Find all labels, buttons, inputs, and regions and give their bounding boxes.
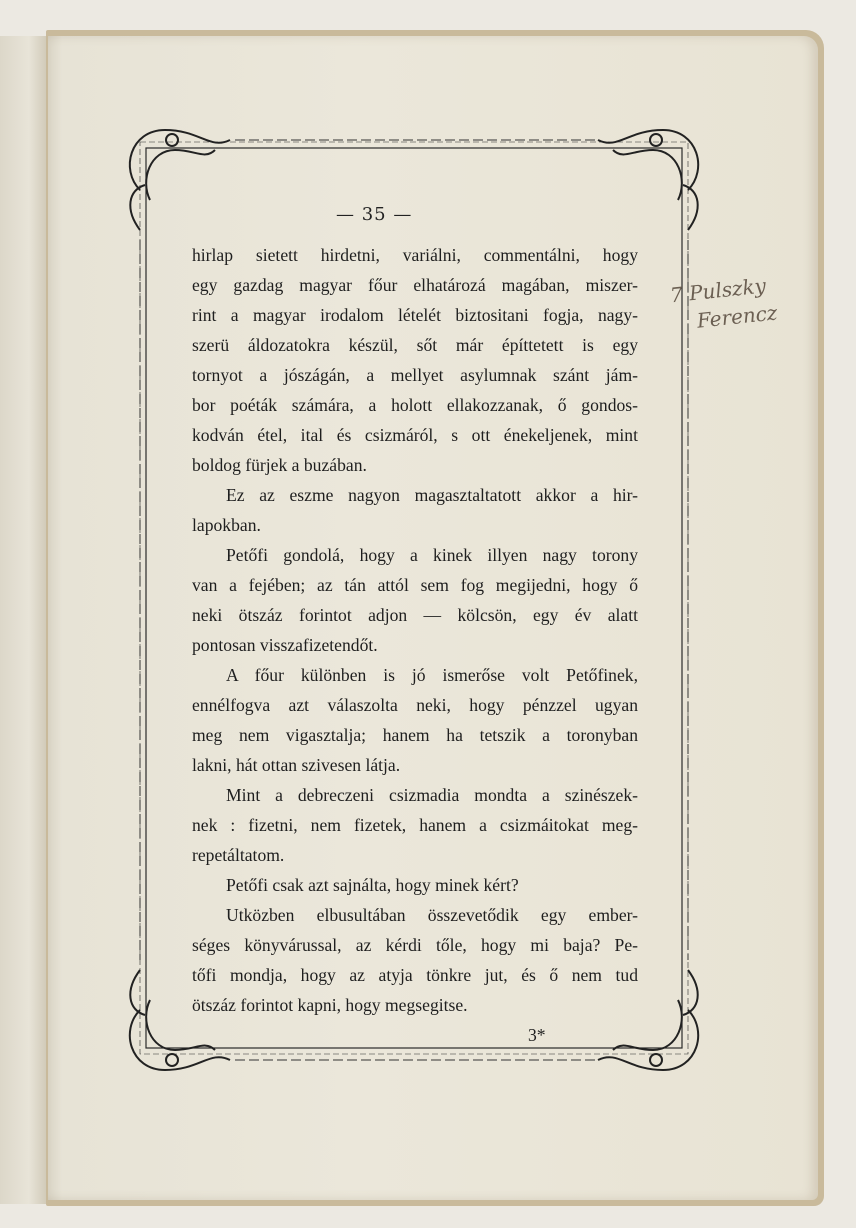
text-line: bor poéták számára, a holott ellakozzanak, ő gondos- <box>192 395 638 415</box>
page-number: — 35 — <box>336 204 413 225</box>
handwritten-annotation <box>669 267 816 351</box>
text-line: nek : fizetni, nem fizetek, hanem a csizmáitokat meg- <box>192 815 638 835</box>
annotation-line-2: Ferencz <box>695 300 779 333</box>
signature-line <box>192 1020 638 1050</box>
text-line: lapokban. <box>192 515 261 535</box>
text-line: séges könyvárussal, az kérdi tőle, hogy mi baja? Pe- <box>192 935 638 955</box>
corner-ornament-top-left <box>130 130 230 230</box>
annotation-line-1: 7 Pulszky <box>668 273 767 308</box>
corner-ornament-top-right <box>598 130 698 230</box>
text-line: repetáltatom. <box>192 845 285 865</box>
text-line: ötszáz forintot kapni, hogy megsegitse. <box>192 995 468 1015</box>
text-line: Utközben elbusultában összevetődik egy ember- <box>226 905 638 925</box>
text-line: lakni, hát ottan szivesen látja. <box>192 755 401 775</box>
text-line: egy gazdag magyar főur elhatározá magában, miszer- <box>192 275 638 295</box>
text-line: szerü áldozatokra készül, sőt már építtetett is egy <box>192 335 638 355</box>
text-line: Petőfi gondolá, hogy a kinek illyen nagy torony <box>226 545 638 565</box>
text-line: boldog fürjek a buzában. <box>192 455 367 475</box>
signature-mark: 3* <box>528 1025 546 1045</box>
text-line: Ez az eszme nagyon magasztaltatott akkor a hir- <box>226 485 638 505</box>
body-text <box>192 240 638 1050</box>
text-line: rint a magyar irodalom lételét biztositani fogja, nagy- <box>192 305 638 325</box>
text-line: van a fejében; az tán attól sem fog megijedni, hogy ő <box>192 575 638 595</box>
text-line: A főur különben is jó ismerőse volt Petőfinek, <box>226 665 638 685</box>
text-line: tornyot a jószágán, a mellyet asylumnak szánt jám- <box>192 365 638 385</box>
text-line: hirlap sietett hirdetni, variálni, commentálni, hogy <box>192 245 638 265</box>
text-line: tőfi mondja, hogy az atyja tönkre jut, és ő nem tud <box>192 965 638 985</box>
text-line: pontosan visszafizetendőt. <box>192 635 378 655</box>
text-line: meg nem vigasztalja; hanem ha tetszik a toronyban <box>192 725 638 745</box>
text-line: Petőfi csak azt sajnálta, hogy minek kért? <box>226 875 519 895</box>
text-line: kodván étel, ital és csizmáról, s ott énekeljenek, mint <box>192 425 638 445</box>
text-line: Mint a debreczeni csizmadia mondta a szinészek- <box>226 785 638 805</box>
text-line: neki ötszáz forintot adjon — kölcsön, egy év alatt <box>192 605 638 625</box>
text-line: ennélfogva azt válaszolta neki, hogy pénzzel ugyan <box>192 695 638 715</box>
